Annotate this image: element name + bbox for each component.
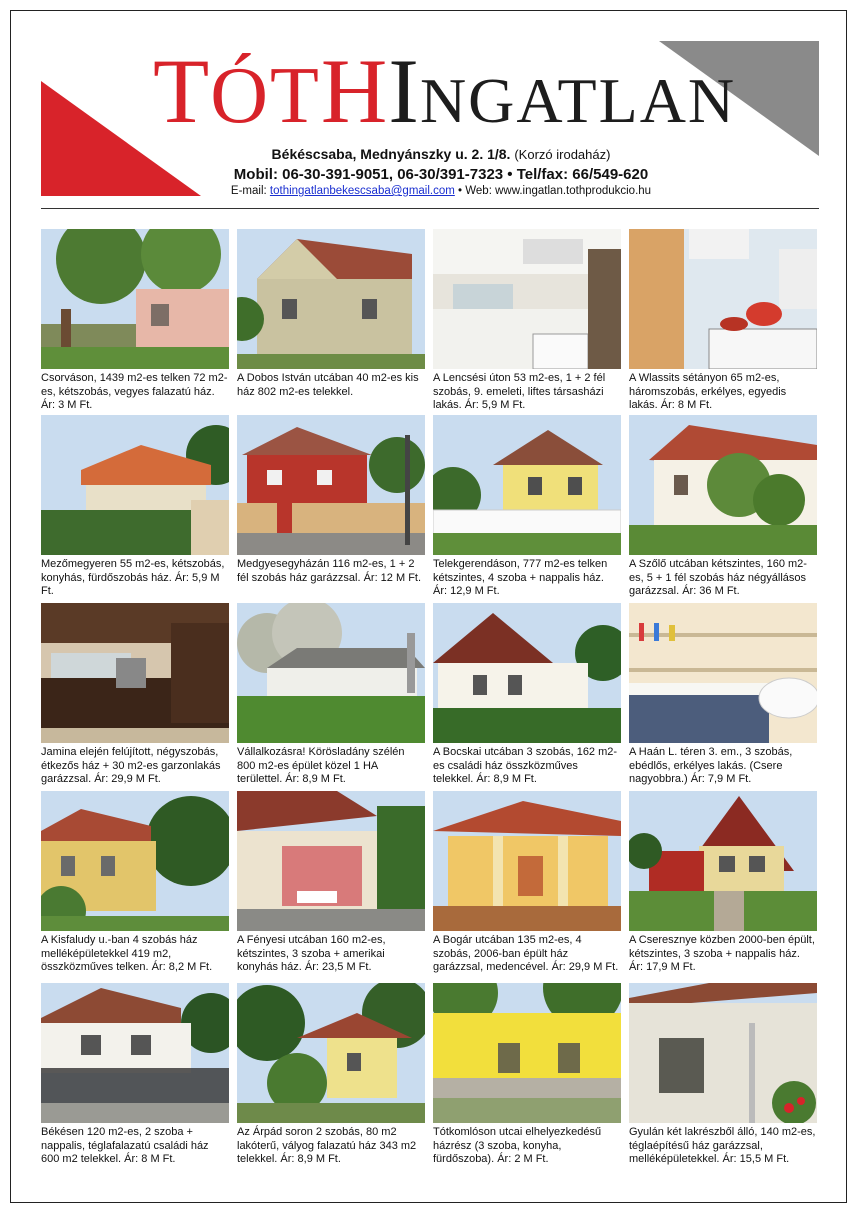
listing-description: Tótkomlóson utcai elhelyezkedésű házrész (3 szoba, konyha, fürdőszoba). Ár: 2 M Ft. (433, 1126, 602, 1165)
property-photo (433, 791, 621, 931)
listing-description: Medgyesegyházán 116 m2-es, 1 + 2 fél szobás ház garázzsal. Ár: 12 M Ft. (237, 558, 422, 584)
listing-card (41, 229, 229, 413)
listing-description: A Bocskai utcában 3 szobás, 162 m2-es családi ház összközműves telekkel. Ár: 8,9 M Ft. (433, 746, 618, 785)
listing-card (629, 603, 817, 787)
property-photo (237, 415, 425, 555)
property-photo (41, 603, 229, 743)
listing-description: Jamina elején felújított, négyszobás, étkezős ház + 30 m2-es garzonlakás garázzsal. Ár: 29,9 M Ft. (41, 746, 221, 785)
property-photo (433, 229, 621, 369)
listing-card (237, 983, 425, 1167)
listing-description: Csorváson, 1439 m2-es telken 72 m2-es, kétszobás, vegyes falazatú ház. Ár: 3 M Ft. (41, 372, 228, 411)
property-photo (237, 791, 425, 931)
property-photo (629, 229, 817, 369)
listing-description: Vállalkozásra! Körösladány szélén 800 m2-es épület közel 1 HA területtel. Ár: 8,9 M Ft. (237, 746, 405, 785)
listing-description: Az Árpád soron 2 szobás, 80 m2 lakóterű, vályog falazatú ház 343 m2 telekkel. Ár: 8,9 M Ft. (237, 1126, 417, 1165)
listing-description: Telekgerendáson, 777 m2-es telken kétszintes, 4 szoba + nappalis ház. Ár: 12,9 M Ft. (433, 558, 608, 597)
listing-description: Mezőmegyeren 55 m2-es, kétszobás, konyhás, fürdőszobás ház. Ár: 5,9 M Ft. (41, 558, 225, 597)
property-photo (237, 603, 425, 743)
listing-card (433, 791, 621, 975)
listing-card (433, 229, 621, 413)
listing-description: A Fényesi utcában 160 m2-es, kétszintes, 3 szoba + amerikai konyhás ház. Ár: 23,5 M Ft. (237, 934, 386, 973)
contact-line: E-mail: tothingatlanbekescsaba@gmail.com • Web: www.ingatlan.tothprodukcio.hu (230, 185, 652, 197)
email-link[interactable]: tothingatlanbekescsaba@gmail.com (269, 185, 455, 197)
property-photo (433, 415, 621, 555)
listing-card (41, 603, 229, 787)
logo-letter: H (320, 40, 389, 142)
listing-description: A Szőlő utcában kétszintes, 160 m2-es, 5 + 1 fél szobás ház négyállásos garázzsal. Ár: 36 M Ft. (629, 558, 807, 597)
office-address: Békéscsaba, Mednyánszky u. 2. 1/8. (Korzó irodaház) (271, 146, 611, 162)
listing-card (41, 415, 229, 599)
property-photo (41, 791, 229, 931)
listing-card (41, 983, 229, 1167)
listing-card (433, 415, 621, 599)
property-photo (629, 603, 817, 743)
listing-card (629, 983, 817, 1167)
logo-word: NGATLAN (419, 65, 737, 136)
property-photo (629, 791, 817, 931)
listing-card (433, 983, 621, 1167)
property-photo (629, 415, 817, 555)
listing-card (41, 791, 229, 975)
listing-description: A Kisfaludy u.-ban 4 szobás ház melléképületekkel 419 m2, összközműves telken. Ár: 8,2 M Ft. (41, 934, 213, 973)
property-photo (629, 983, 817, 1123)
company-logo (153, 40, 737, 143)
property-photo (237, 229, 425, 369)
listing-description: A Cseresznye közben 2000-ben épült, kétszintes, 3 szoba + nappalis ház. Ár: 17,9 M Ft. (629, 934, 815, 973)
listing-card (629, 791, 817, 975)
listing-description: A Wlassits sétányon 65 m2-es, háromszobás, erkélyes, egyedis lakás. Ár: 8 M Ft. (629, 372, 787, 411)
logo-letter: I (388, 40, 420, 142)
listing-card (237, 791, 425, 975)
listing-card (237, 603, 425, 787)
property-photo (433, 983, 621, 1123)
property-photo (41, 415, 229, 555)
listing-card (629, 229, 817, 413)
listing-description: A Haán L. téren 3. em., 3 szobás, ebédlős, erkélyes lakás. (Csere nagyobbra.) Ár: 7,9 M Ft. (629, 746, 793, 785)
listing-card (237, 229, 425, 399)
logo-letter: T (153, 40, 211, 142)
property-photo (41, 983, 229, 1123)
flyer-page (10, 10, 847, 1203)
phone-numbers: Mobil: 06-30-391-9051, 06-30/391-7323 • Tel/fax: 66/549-620 (233, 166, 649, 183)
listing-description: A Lencsési úton 53 m2-es, 1 + 2 fél szobás, 9. emeleti, liftes társasházi lakás. Ár: 5,9 M Ft. (433, 372, 606, 411)
listing-card (237, 415, 425, 585)
listing-card (629, 415, 817, 599)
property-photo (433, 603, 621, 743)
listing-card (433, 603, 621, 787)
logo-letters: ÓT (210, 52, 321, 140)
listing-description: A Dobos István utcában 40 m2-es kis ház 802 m2-es telekkel. (237, 372, 419, 398)
property-photo (41, 229, 229, 369)
header-divider (41, 208, 819, 209)
listing-description: A Bogár utcában 135 m2-es, 4 szobás, 2006-ban épült ház garázzsal, medencével. Ár: 29,9 M Ft. (433, 934, 619, 973)
property-photo (237, 983, 425, 1123)
listing-description: Békésen 120 m2-es, 2 szoba + nappalis, téglafalazatú családi ház 600 m2 telekkel. Ár: 8 M Ft. (41, 1126, 209, 1165)
web-address: • Web: www.ingatlan.tothprodukcio.hu (458, 185, 652, 197)
listing-description: Gyulán két lakrészből álló, 140 m2-es, téglaépítésű ház garázzsal, melléképületekkel. Ár: 15,5 M Ft. (629, 1126, 816, 1165)
